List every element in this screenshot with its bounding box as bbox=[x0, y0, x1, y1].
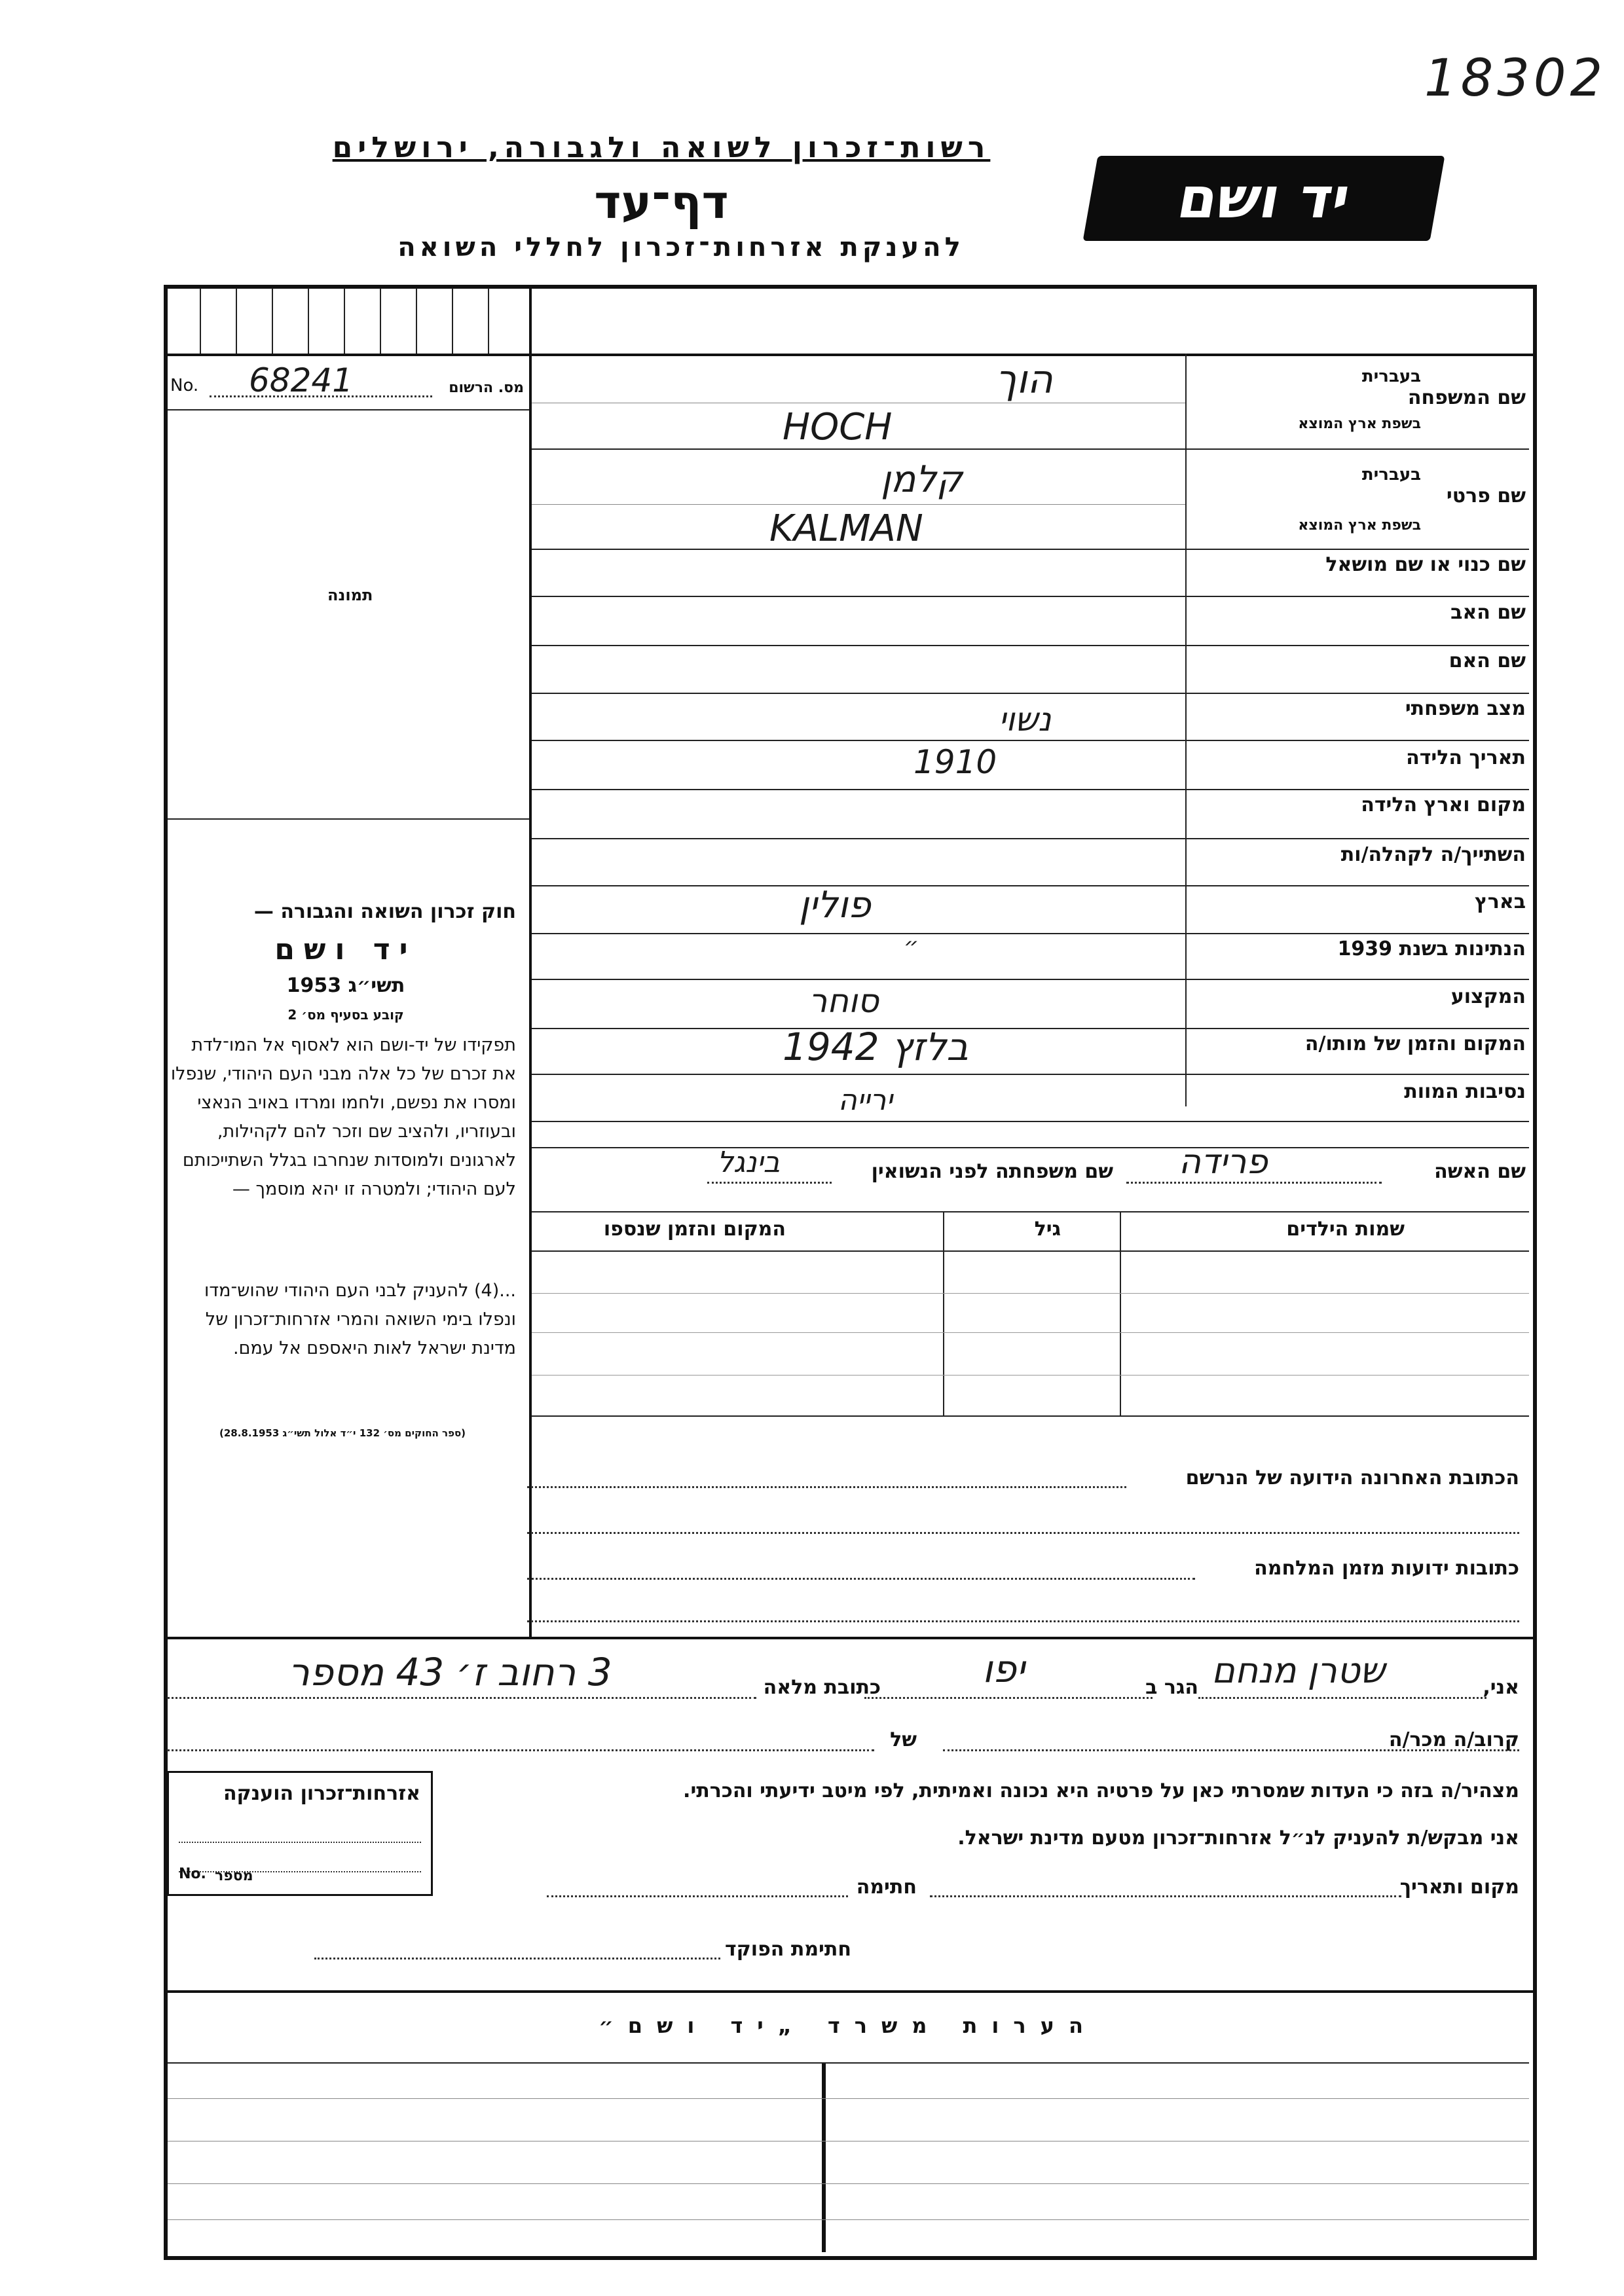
declarant-name-value[interactable]: שטרן מנחם bbox=[1211, 1650, 1386, 1691]
family-name-origin-label: בשפת ארץ המוצא bbox=[1298, 416, 1421, 432]
children-age-header: גיל bbox=[1034, 1218, 1061, 1241]
wartime-address-label: כתובות ידועות מזמן המלחמה bbox=[1254, 1557, 1519, 1580]
first-name-label: שם פרטי bbox=[1446, 484, 1526, 507]
declarant-city-value[interactable]: יפו bbox=[982, 1647, 1025, 1691]
law-block bbox=[169, 897, 523, 1473]
death-place-value[interactable]: בלזץ 1942 bbox=[783, 1025, 969, 1069]
profession-label: המקצוע bbox=[1450, 985, 1526, 1008]
registration-number[interactable]: 68241 bbox=[249, 361, 354, 399]
citizenship-label: הנתינות בשנת 1939 bbox=[1337, 938, 1526, 960]
wife-name-label: שם האשה bbox=[1434, 1160, 1526, 1183]
declarant-address-value[interactable]: 3 רחוב ז׳ 43 מספר bbox=[288, 1650, 612, 1694]
form-title: דף־עד bbox=[594, 175, 729, 229]
death-place-label: המקום והזמן של מותו/ה bbox=[1304, 1032, 1526, 1055]
father-name-label: שם האב bbox=[1450, 601, 1526, 624]
mother-name-label: שם האם bbox=[1449, 649, 1526, 672]
marital-status-label: מצב משפחתי bbox=[1405, 697, 1526, 720]
maiden-name-value[interactable]: בינגל bbox=[717, 1146, 781, 1179]
yad-vashem-logo bbox=[1083, 156, 1445, 241]
family-name-hebrew-value[interactable]: הוך bbox=[995, 357, 1053, 403]
law-paragraph-2: ...(4) להעניק לבני העם היהודי שהוש־מדו ונפלו בימי השואה והמרי אזרחות־זכרון של מדינת ישראל לאות היאספם אל עמם. bbox=[204, 1281, 516, 1358]
first-name-hebrew-label: בעברית bbox=[1361, 465, 1421, 484]
birth-date-label: תאריך הלידה bbox=[1406, 746, 1526, 769]
form-subtitle: להענקת אזרחות־זכרון לחללי השואה bbox=[397, 232, 965, 263]
citizenship-number-label: מספר bbox=[215, 1868, 253, 1884]
nickname-label: שם כנוי או שם מושאל bbox=[1325, 553, 1526, 576]
registration-row bbox=[170, 361, 524, 406]
law-title: חוק זכרון השואה והגבורה — bbox=[253, 900, 516, 923]
declarant-lives-label: הגר ב bbox=[1145, 1676, 1198, 1699]
citizenship-value[interactable]: ״ bbox=[904, 933, 919, 960]
children-death-header: המקום והזמן שנספו bbox=[603, 1218, 786, 1241]
declarant-i-label: אני, bbox=[1483, 1676, 1519, 1699]
children-names-header: שמות הילדים bbox=[1286, 1218, 1405, 1241]
place-date-label: מקום ותאריך bbox=[1399, 1876, 1519, 1899]
country-label: בארץ bbox=[1474, 890, 1526, 913]
photo-label: תמונה bbox=[327, 586, 373, 604]
first-name-origin-value[interactable]: KALMAN bbox=[769, 507, 923, 550]
declaration-line-1: מצהיר/ה בזה כי העדות שמסרתי כאן על פרטיה היא נכונה ואמיתית, לפי מיטב ידיעתי והכרתי. bbox=[683, 1779, 1519, 1802]
last-address-label: הכתובת האחרונה הידועה של הנרשם bbox=[1185, 1467, 1519, 1489]
logo-text: יד ושם bbox=[1172, 166, 1356, 231]
law-year: תשי״ג 1953 bbox=[286, 974, 405, 997]
country-value[interactable]: פולין bbox=[799, 884, 871, 926]
law-clause: קובע בסעיף מס׳ 2 bbox=[287, 1007, 404, 1023]
citizenship-no-label: No. bbox=[179, 1866, 206, 1882]
death-cause-label: נסיבות המוות bbox=[1404, 1080, 1526, 1103]
first-name-origin-label: בשפת ארץ המוצא bbox=[1298, 517, 1421, 534]
maiden-name-label: שם משפחתה לפני הנשואין bbox=[871, 1160, 1113, 1183]
registration-label: מס. הרשום bbox=[449, 380, 524, 396]
archive-number: 18302 bbox=[1424, 49, 1607, 108]
citizenship-granted-title: אזרחות־זכרון הוענקה bbox=[223, 1782, 420, 1805]
relative-of-label: של bbox=[890, 1728, 917, 1751]
signature-label: חתימה bbox=[856, 1876, 917, 1899]
birth-place-label: מקום וארץ הלידה bbox=[1361, 793, 1526, 816]
law-paragraph-1: תפקידו של יד-ושם הוא לאסוף אל המו־לדת את זכרם של כל אלה מבני העם היהודי, שנפלו ומסרו את נפשם, ולחמו ומרדו באויב הנאצי ובעוזריו, ולהציב שם וזכר להם לקהילות, לארגונים ולמוסדות שנחרבו בגלל השתייכותם לעם היהודי; ולמטרה זו יהא מוסמך — bbox=[170, 1035, 516, 1199]
wife-name-value[interactable]: פרידה bbox=[1179, 1142, 1268, 1182]
registration-no-label: No. bbox=[170, 376, 199, 395]
family-name-origin-value[interactable]: HOCH bbox=[783, 406, 893, 448]
birth-date-value[interactable]: 1910 bbox=[913, 743, 997, 781]
law-name: יד ושם bbox=[274, 933, 417, 966]
officer-signature-label: חתימת הפוקד bbox=[725, 1938, 851, 1961]
family-name-hebrew-label: בעברית bbox=[1361, 367, 1421, 386]
first-name-hebrew-value[interactable]: קלמן bbox=[881, 458, 963, 501]
office-notes-label: הערות משרד „יד ושם״ bbox=[599, 2013, 1098, 2038]
law-reference: (ספר החוקים מס׳ 132 י״ד אלול תשי״ג 28.8.1953) bbox=[219, 1427, 466, 1439]
relative-label: קרוב/ה מכר/ה bbox=[1388, 1728, 1519, 1751]
marital-status-value[interactable]: נשוי bbox=[999, 701, 1052, 738]
profession-value[interactable]: סוחר bbox=[809, 982, 879, 1020]
declarant-address-label: כתובת מלאה bbox=[763, 1676, 881, 1699]
community-label: השתייך/ה לקהלה/ות bbox=[1340, 843, 1526, 866]
declaration-line-2: אני מבקש/ת להעניק לנ״ל אזרחות־זכרון מטעם מדינת ישראל. bbox=[957, 1827, 1519, 1850]
family-name-label: שם המשפחה bbox=[1407, 386, 1526, 409]
death-cause-value[interactable]: ירייה bbox=[838, 1084, 893, 1117]
institution-name: רשות־זכרון לשואה ולגבורה, ירושלים bbox=[332, 131, 991, 164]
citizenship-granted-box bbox=[167, 1771, 433, 1896]
